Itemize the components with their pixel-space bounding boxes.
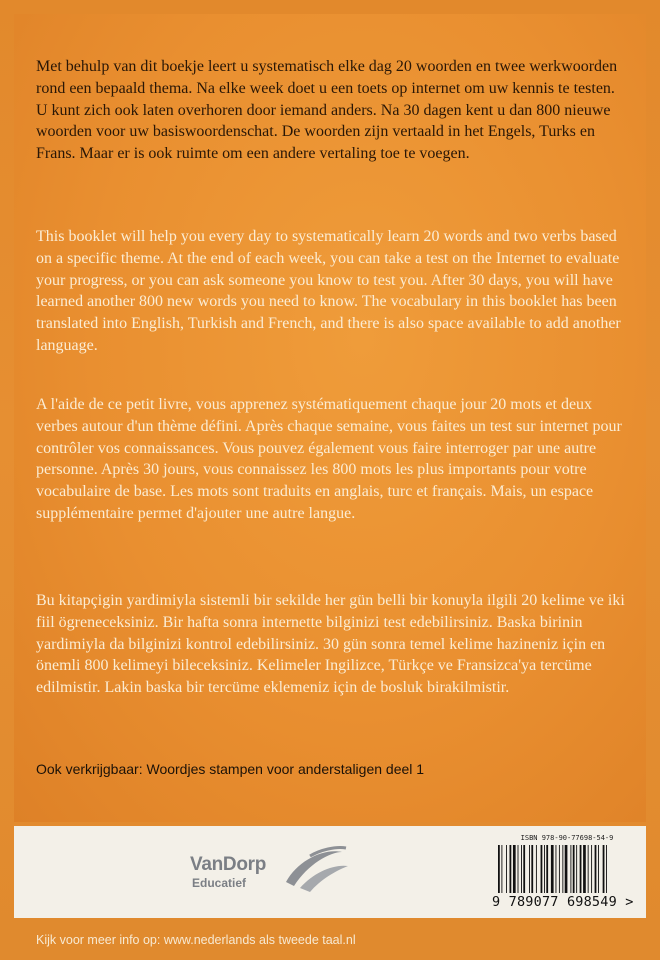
publisher-subtitle: Educatief — [192, 876, 247, 890]
barcode-bars — [498, 845, 638, 893]
isbn-label: ISBN 978-90-77698-54-9 — [520, 834, 614, 842]
info-line: Kijk voor meer info op: www.nederlands als tweede taal.nl — [36, 933, 356, 947]
paragraph-french: A l'aide de ce petit livre, vous apprenez systématiquement chaque jour 20 mots et deux verbes autour d'un thème défini. Après chaque semaine, vous faites un test sur internet pour contrôler vos connaissances. Vous pouvez également vous faire interroger par une autre personne. Après 30 jours, vous connaissez les 800 mots les plus importants pour votre vocabulaire de base. Les mots sont traduits en anglais, turc et français. Mais, un espace supplémentaire permet d'ajouter une autre langue. — [36, 396, 622, 522]
paragraph-dutch: Met behulp van dit boekje leert u systematisch elke dag 20 woorden en twee werkwoorden rond een bepaald thema. Na elke week doet u een toets op internet om uw kennis te testen. U kunt zich ook laten overhoren door iemand anders. Na 30 dagen kent u dan 800 nieuwe woorden voor uw basiswoordenschat. De woorden zijn vertaald in het Engels, Turks en Frans. Maar er is ook ruimte om een andere vertaling toe te voegen. — [36, 58, 618, 163]
paragraph-turkish: Bu kitapçigin yardimiyla sistemli bir sekilde her gün belli bir konuyla ilgili 20 kelime ve iki fiil ögreneceksiniz. Bir hafta sonra internette bilginizi test edebilirsiniz. Baska birinin yardimiyla da bilginizi kontrol edebilirsiniz. 30 gün sonra temel kelime hazineniz için en önemli 800 kelimeyi bileceksiniz. Kelimeler Ingilizce, Türkçe ve Fransizca'ya tercüme edilmistir. Lakin baska bir tercüme eklemeniz için de bosluk birakilmistir. — [36, 592, 625, 697]
barcode-digits: 9 789077 698549 > — [492, 894, 634, 910]
publisher-name: VanDorp — [190, 854, 267, 875]
swoosh-icon — [280, 842, 352, 896]
footer-band — [14, 826, 646, 918]
barcode — [492, 834, 642, 912]
publisher-logo — [190, 840, 360, 900]
also-available-note: Ook verkrijgbaar: Woordjes stampen voor anderstaligen deel 1 — [36, 761, 425, 777]
paragraph-english: This booklet will help you every day to systematically learn 20 words and two verbs based on a specific theme. At the end of each week, you can take a test on the Internet to evaluate your progress, or you can ask someone you know to test you. After 30 days, you will have learned another 800 new words you need to know. The vocabulary in this booklet has been translated into English, Turkish and French, and there is also space available to add another language. — [36, 228, 621, 354]
